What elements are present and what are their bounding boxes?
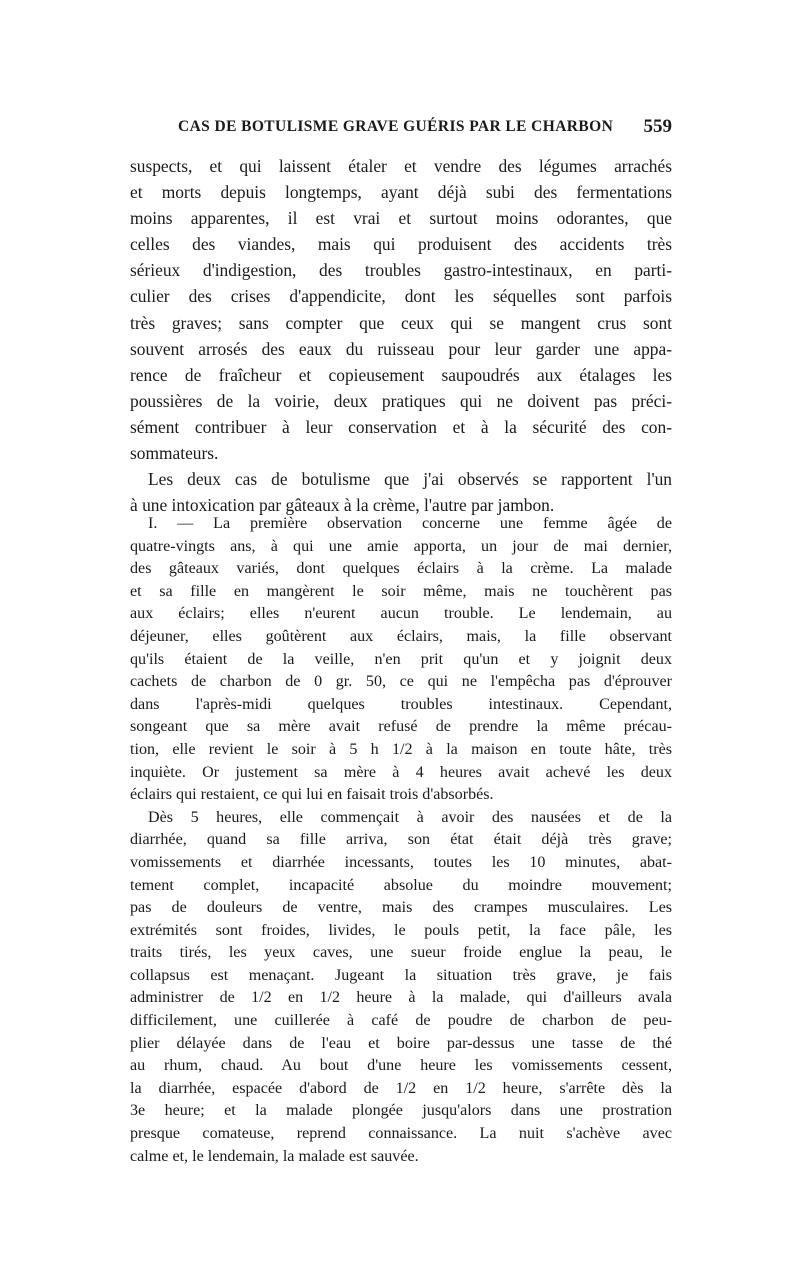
text-line: culier des crises d'appendicite, dont les séquelles sont parfois [130, 286, 672, 307]
paragraph-1 [130, 153, 672, 466]
text-line: vomissements et diarrhée incessants, toutes les 10 minutes, abat- [130, 853, 672, 871]
text-line: moins apparentes, il est vrai et surtout moins odorantes, que [130, 208, 672, 229]
text-line: très graves; sans compter que ceux qui se mangent crus sont [130, 312, 672, 333]
text-line: poussières de la voirie, deux pratiques qui ne doivent pas préci- [130, 390, 672, 411]
text-line: collapsus est menaçant. Jugeant la situation très grave, je fais [130, 966, 672, 984]
text-line: tion, elle revient le soir à 5 h 1/2 à la maison en toute hâte, très [130, 740, 672, 758]
text-line: et morts depuis longtemps, ayant déjà subi des fermentations [130, 182, 672, 203]
text-line: extrémités sont froides, livides, le pouls petit, la face pâle, les [130, 921, 672, 939]
text-line: et sa fille en mangèrent le soir même, mais ne touchèrent pas [130, 582, 672, 600]
text-line: administrer de 1/2 en 1/2 heure à la malade, qui d'ailleurs avala [130, 989, 672, 1007]
text-line: tement complet, incapacité absolue du moindre mouvement; [130, 876, 672, 894]
text-line: traits tirés, les yeux caves, une sueur froide englue la peau, le [130, 944, 672, 962]
text-line: songeant que sa mère avait refusé de prendre la même précau- [130, 718, 672, 736]
text-line: sommateurs. [130, 443, 219, 464]
text-line: celles des viandes, mais qui produisent des accidents très [130, 234, 672, 255]
text-line: presque comateuse, reprend connaissance. La nuit s'achève avec [130, 1125, 672, 1143]
text-line: la diarrhée, espacée d'abord de 1/2 en 1/2 heure, s'arrête dès la [130, 1079, 672, 1097]
text-line: éclairs qui restaient, ce qui lui en faisait trois d'absorbés. [130, 786, 494, 804]
text-line: dans l'après-midi quelques troubles intestinaux. Cependant, [130, 695, 672, 713]
text-line: quatre-vingts ans, à qui une amie apporta, un jour de mai dernier, [130, 537, 672, 555]
text-line: pas de douleurs de ventre, mais des crampes musculaires. Les [130, 899, 672, 917]
paragraph-4 [130, 807, 672, 1169]
text-line: sérieux d'indigestion, des troubles gastro-intestinaux, en parti- [130, 260, 672, 281]
text-line: 3e heure; et la malade plongée jusqu'alors dans une prostration [130, 1102, 672, 1120]
text-line: calme et, le lendemain, la malade est sauvée. [130, 1147, 419, 1165]
running-title: CAS DE BOTULISME GRAVE GUÉRIS PAR LE CHARBON [178, 118, 614, 135]
text-line: plier délayée dans de l'eau et boire par-dessus une tasse de thé [130, 1034, 672, 1052]
text-line: difficilement, une cuillerée à café de poudre de charbon de peu- [130, 1012, 672, 1030]
text-line: suspects, et qui laissent étaler et vendre des légumes arrachés [130, 156, 672, 176]
text-line: I. — La première observation concerne une femme âgée de [148, 515, 672, 532]
text-line: à une intoxication par gâteaux à la crème, l'autre par jambon. [130, 495, 555, 516]
text-line: diarrhée, quand sa fille arriva, son état était déjà très grave; [130, 831, 672, 849]
text-line: inquiète. Or justement sa mère à 4 heures avait achevé les deux [130, 763, 672, 781]
body-text-large [130, 153, 672, 518]
text-line: sément contribuer à leur conservation et à la sécurité des con- [130, 416, 672, 437]
text-line: déjeuner, elles goûtèrent aux éclairs, mais, la fille observant [130, 627, 672, 645]
text-line: souvent arrosés des eaux du ruisseau pour leur garder une appa- [130, 338, 672, 359]
running-head [132, 118, 672, 142]
text-line: Les deux cas de botulisme que j'ai observés se rapportent l'un [148, 469, 672, 490]
text-line: au rhum, chaud. Au bout d'une heure les vomissements cessent, [130, 1057, 672, 1075]
paragraph-3 [130, 513, 672, 807]
text-line: qu'ils étaient de la veille, n'en prit qu'un et y joignit deux [130, 650, 672, 668]
text-line: Dès 5 heures, elle commençait à avoir des nausées et de la [148, 808, 672, 826]
body-text-small [130, 513, 672, 1168]
text-line: rence de fraîcheur et copieusement saupoudrés aux étalages les [130, 364, 672, 385]
paragraph-2 [130, 466, 672, 518]
page-number: 559 [643, 116, 672, 137]
text-line: cachets de charbon de 0 gr. 50, ce qui ne l'empêcha pas d'éprouver [130, 673, 672, 691]
text-line: des gâteaux variés, dont quelques éclairs à la crème. La malade [130, 560, 672, 578]
text-line: aux éclairs; elles n'eurent aucun trouble. Le lendemain, au [130, 605, 672, 623]
